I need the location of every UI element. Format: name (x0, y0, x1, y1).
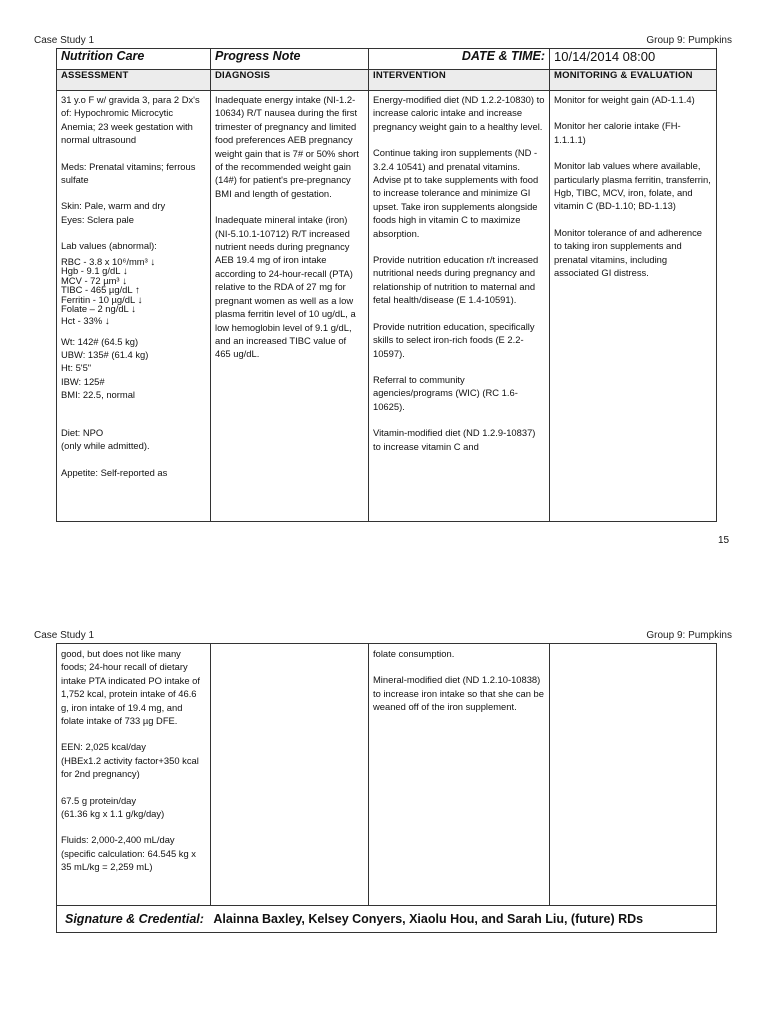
arrow-down-icon: ↓ (122, 266, 128, 278)
diagnosis-mineral: Inadequate mineral intake (iron) (NI-5.10.1-10712) R/T increased nutrient needs during pregnancy AEB 19.4 mg of iron intake according to 24-hour-recall (PTA) relative to the RDA of 27 mg for pregnant women as well as a low plasma ferritin level of 10 ug/dL, a low hemoglobin level of 9.1 g/dL, and an increased TIBC value of 465 ug/dL. (215, 214, 356, 360)
intervention-2: Continue taking iron supplements (ND - 3.2.4 10541) and prenatal vitamins. Advise pt to take supplements with food to increase tolerance and minimize GI upset. Take iron supplements alongside foods high in vitamin C to maximize absorption. (373, 147, 539, 239)
col-monitoring: MONITORING & EVALUATION (550, 70, 717, 91)
assessment-protein-calc: (61.36 kg x 1.1 g/kg/day) (61, 808, 165, 820)
monitoring-4: Monitor tolerance of and adherence to taking iron supplements and prenatal vitamins, including associated GI distress. (554, 226, 703, 279)
assessment-ht: Ht: 5'5" (61, 362, 92, 374)
monitoring-cell (550, 644, 717, 906)
lab-value: Folate – 2 ng/dL ↓ (61, 303, 137, 316)
monitoring-1: Monitor for weight gain (AD-1.1.4) (554, 94, 695, 105)
lab-value: MCV - 72 µm³ ↓ (61, 274, 128, 287)
intervention-3: Provide nutrition education r/t increased nutritional needs during pregnancy and relationship of nutrition to maternal and fetal health/disease (E 1.4-10591). (373, 254, 539, 306)
form-title: Nutrition Care (57, 49, 211, 70)
assessment-cell (57, 644, 211, 906)
assessment-fluids: Fluids: 2,000-2,400 mL/day (61, 834, 175, 846)
header-right: Group 9: Pumpkins (646, 35, 732, 46)
nutrition-care-table-continued (56, 643, 717, 933)
assessment-skin: Skin: Pale, warm and dry (61, 200, 166, 212)
arrow-down-icon: ↓ (150, 256, 156, 268)
diagnosis-cell (211, 644, 369, 906)
assessment-cell (57, 91, 211, 522)
assessment-een: EEN: 2,025 kcal/day (61, 741, 146, 753)
assessment-diet: Diet: NPO (61, 426, 104, 438)
page-header (34, 630, 732, 642)
col-assessment: ASSESSMENT (57, 70, 211, 91)
lab-values-list (61, 255, 206, 327)
arrow-down-icon: ↓ (122, 275, 128, 287)
signature-label: Signature & Credential: (65, 912, 204, 926)
assessment-protein: 67.5 g protein/day (61, 794, 137, 806)
monitoring-3: Monitor lab values where available, particularly plasma ferritin, transferrin, Hgb, TIBC, MCV, iron, folate, and vitamin C (BD-1.10; BD-1.13) (554, 160, 711, 212)
header-right: Group 9: Pumpkins (646, 630, 732, 641)
assessment-een-calc: (HBEx1.2 activity factor+350 kcal for 2nd pregnancy) (61, 754, 199, 780)
diagnosis-energy: Inadequate energy intake (NI-1.2-10634) R/T nausea during the first trimester of pregnancy and limited food preferences AEB pregnancy weight gain that is 7# or 50% short of the recommended weight gain (14#) for patient's pre-pregnancy BMI and length of gestation. (215, 94, 359, 199)
monitoring-cell (550, 91, 717, 522)
arrow-down-icon: ↓ (137, 294, 143, 306)
lab-values-title: Lab values (abnormal): (61, 240, 157, 252)
intervention-cell (369, 644, 550, 906)
assessment-diet-note: (only while admitted). (61, 440, 150, 452)
intervention-mineral: Mineral-modified diet (ND 1.2.10-10838) to increase iron intake so that she can be weaned off of the iron supplement. (373, 674, 544, 713)
lab-value: Hct - 33% ↓ (61, 314, 110, 327)
col-diagnosis: DIAGNOSIS (211, 70, 369, 91)
nutrition-care-table (56, 48, 717, 522)
monitoring-2: Monitor her calorie intake (FH-1.1.1.1) (554, 120, 681, 145)
diagnosis-cell (211, 91, 369, 522)
lab-value: RBC - 3.8 x 10⁶/mm³ ↓ (61, 255, 156, 268)
intervention-folate: folate consumption. (373, 648, 455, 659)
intervention-cell (369, 91, 550, 522)
arrow-down-icon: ↓ (131, 304, 137, 316)
assessment-wt: Wt: 142# (64.5 kg) (61, 335, 139, 347)
lab-value: Ferritin - 10 µg/dL ↓ (61, 293, 143, 306)
page-number: 15 (718, 535, 730, 546)
intervention-6: Vitamin-modified diet (ND 1.2.9-10837) to increase vitamin C and (373, 427, 536, 452)
page-header (34, 35, 732, 47)
date-label: DATE & TIME: (369, 49, 550, 70)
intervention-5: Referral to community agencies/programs (WIC) (RC 1.6-10625). (373, 373, 518, 412)
assessment-ibw: IBW: 125# (61, 375, 105, 387)
arrow-up-icon: ↑ (134, 285, 140, 297)
progress-note-label: Progress Note (211, 49, 369, 70)
col-intervention: INTERVENTION (369, 70, 550, 91)
assessment-intro: 31 y.o F w/ gravida 3, para 2 Dx's of: Hypochromic Microcytic Anemia; 23 week gestation with normal ultrasound (61, 94, 200, 146)
assessment-fluids-calc: (specific calculation: 64.545 kg x 35 mL/kg = 2,259 mL) (61, 847, 196, 873)
intervention-4: Provide nutrition education, specifically skills to select iron-rich foods (E 2.2-10597). (373, 320, 535, 359)
date-value: 10/14/2014 08:00 (550, 49, 717, 70)
signature-row (57, 906, 717, 933)
lab-value: Hgb - 9.1 g/dL ↓ (61, 265, 128, 278)
intervention-1: Energy-modified diet (ND 1.2.2-10830) to increase caloric intake and increase pregnancy weight gain to a healthy level. (373, 94, 545, 132)
header-left: Case Study 1 (34, 35, 95, 46)
assessment-ubw: UBW: 135# (61.4 kg) (61, 349, 149, 361)
assessment-meds: Meds: Prenatal vitamins; ferrous sulfate (61, 160, 196, 186)
signature-value: Alainna Baxley, Kelsey Conyers, Xiaolu Hou, and Sarah Liu, (future) RDs (213, 912, 644, 926)
assessment-eyes: Eyes: Sclera pale (61, 213, 134, 225)
lab-value: TIBC - 465 µg/dL ↑ (61, 284, 140, 297)
assessment-appetite: Appetite: Self-reported as (61, 466, 168, 478)
arrow-down-icon: ↓ (104, 315, 110, 327)
header-left: Case Study 1 (34, 630, 95, 641)
assessment-bmi: BMI: 22.5, normal (61, 389, 135, 401)
assessment-recall: good, but does not like many foods; 24-hour recall of dietary intake PTA indicated PO intake of 1,752 kcal, protein intake of 46.6 g, iron intake of 19.4 mg, and folate intake of 733 µg DFE. (61, 648, 200, 727)
